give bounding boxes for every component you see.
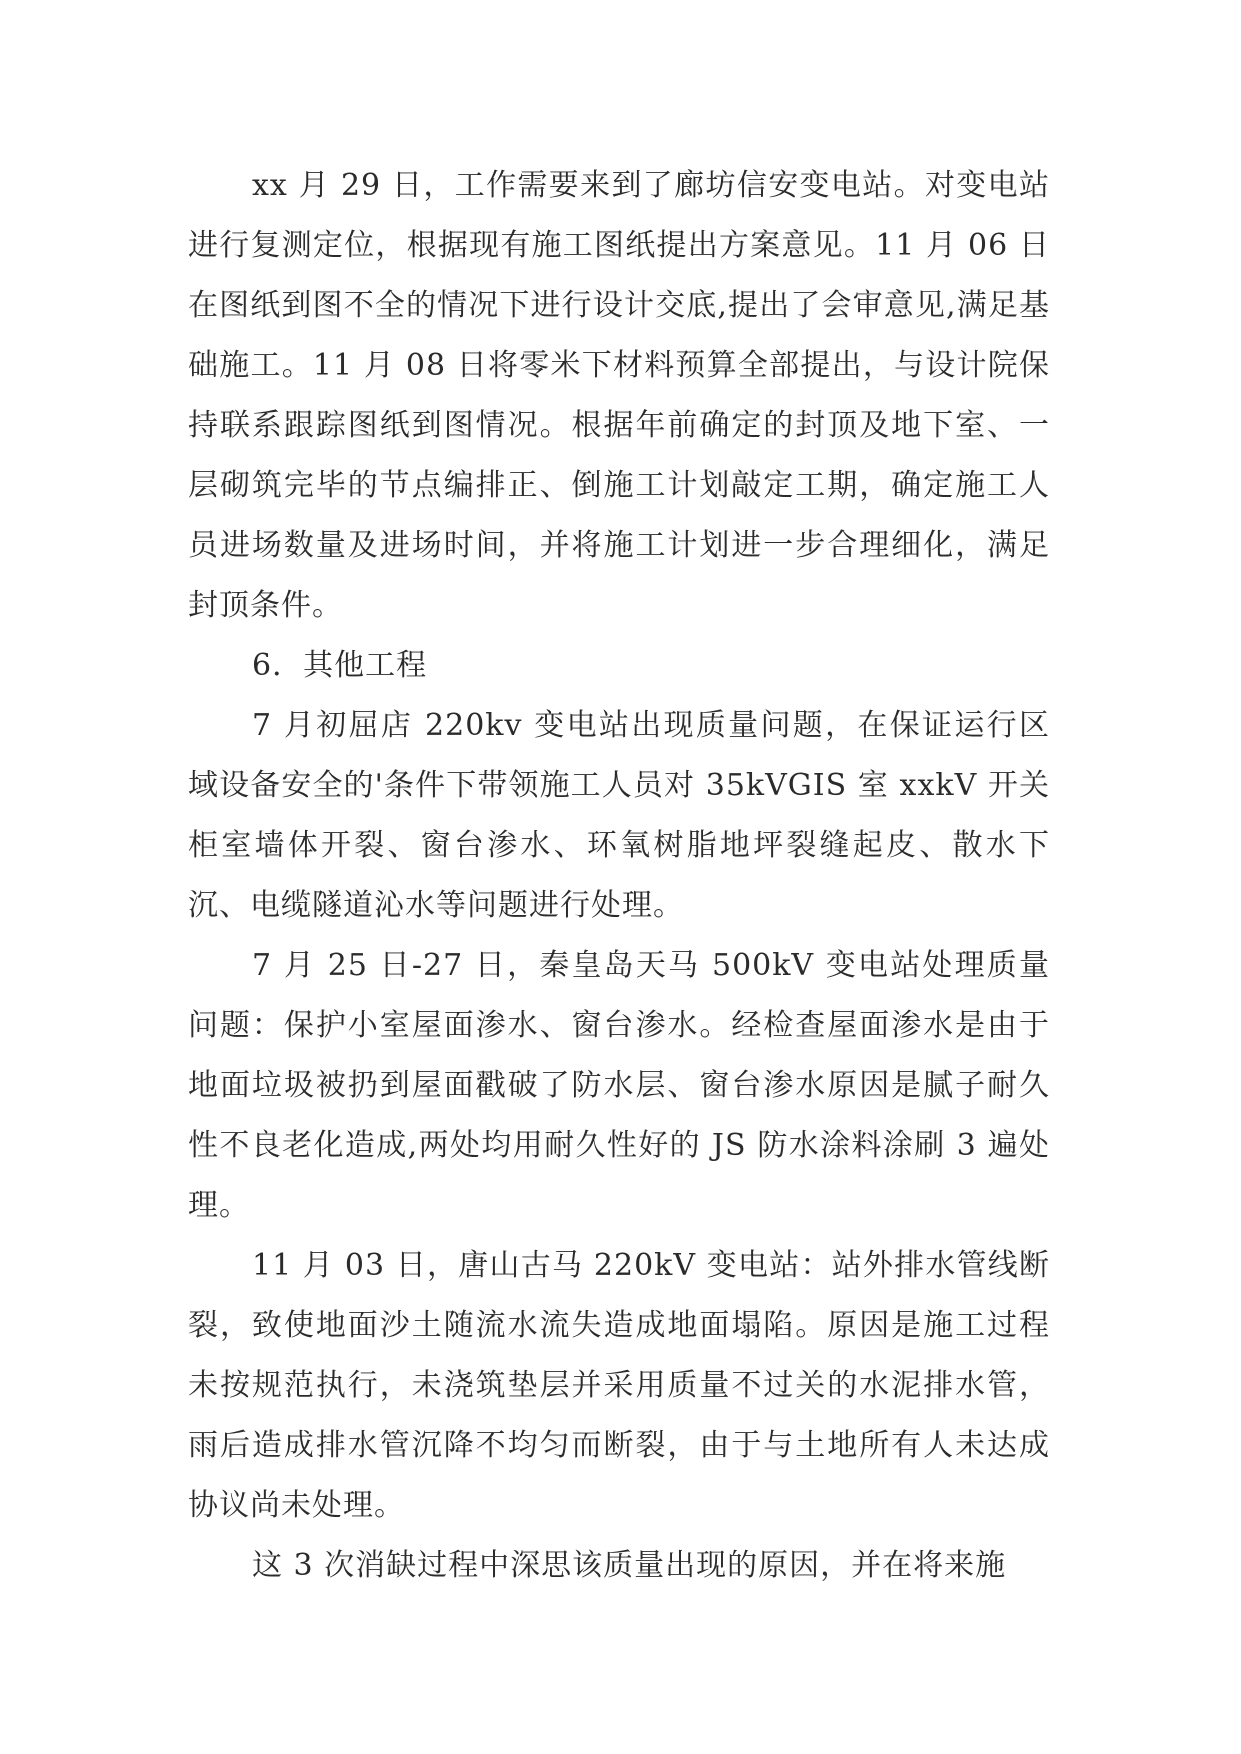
paragraph-tianma-substation: 7 月 25 日-27 日，秦皇岛天马 500kV 变电站处理质量问题：保护小室屋面渗水、窗台渗水。经检查屋面渗水是由于地面垃圾被扔到屋面戳破了防水层、窗台渗水原因是腻子耐久性不良老化造成,两处均用耐久性好的 JS 防水涂料涂刷 3 遍处理。 [188, 948, 1050, 1223]
paragraph-qudian-substation: 7 月初屈店 220kv 变电站出现质量问题，在保证运行区域设备安全的'条件下带领施工人员对 35kVGIS 室 xxkV 开关柜室墙体开裂、窗台渗水、环氧树脂地坪裂缝起皮、散水下沉、电缆隧道沁水等问题进行处理。 [188, 708, 1050, 923]
section-heading-other-projects: 6．其他工程 [252, 648, 428, 683]
paragraph-reflection: 这 3 次消缺过程中深思该质量出现的原因，并在将来施 [252, 1548, 1007, 1583]
paragraph-guma-substation: 11 月 03 日，唐山古马 220kV 变电站：站外排水管线断裂，致使地面沙土随流水流失造成地面塌陷。原因是施工过程未按规范执行，未浇筑垫层并采用质量不过关的水泥排水管，雨后造成排水管沉降不均匀而断裂，由于与土地所有人未达成协议尚未处理。 [188, 1248, 1050, 1523]
paragraph-xinan-substation: xx 月 29 日，工作需要来到了廊坊信安变电站。对变电站进行复测定位，根据现有施工图纸提出方案意见。11 月 06 日在图纸到图不全的情况下进行设计交底,提出了会审意见,满足基础施工。11 月 08 日将零米下材料预算全部提出，与设计院保持联系跟踪图纸到图情况。根据年前确定的封顶及地下室、一层砌筑完毕的节点编排正、倒施工计划敲定工期，确定施工人员进场数量及进场时间，并将施工计划进一步合理细化，满足封顶条件。 [188, 168, 1050, 623]
document-body [188, 156, 1050, 1596]
